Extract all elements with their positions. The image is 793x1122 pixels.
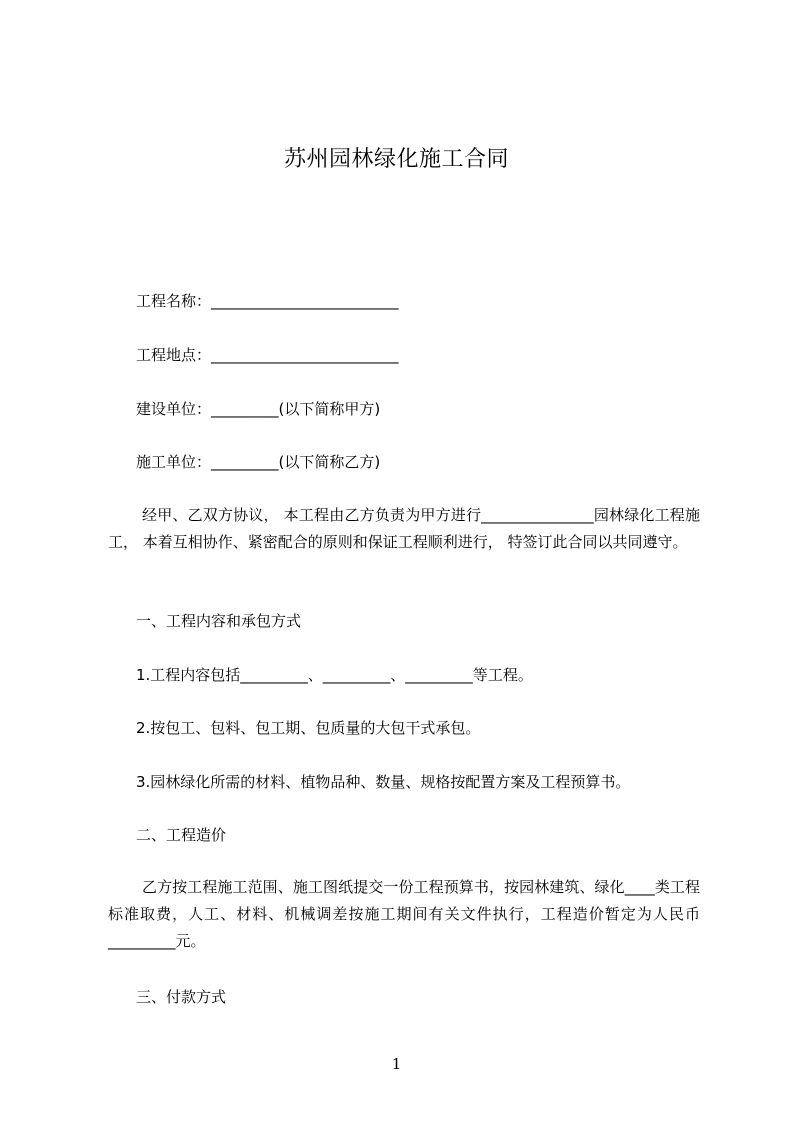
section3-heading: 三、付款方式 [136,988,227,1006]
intro-paragraph: 经甲、乙双方协议， 本工程由乙方负责为甲方进行_______________园林绿化工程施工， 本着互相协作、紧密配合的原则和保证工程顺利进行， 特签订此合同以共同遵守。 [108,506,700,551]
section2-paragraph: 乙方按工程施工范围、施工图纸提交一份工程预算书，按园林建筑、绿化____类工程标准取费，人工、材料、机械调差按施工期间有关文件执行，工程造价暂定为人民币_________元。 [108,878,700,950]
section2-heading: 二、工程造价 [136,826,227,844]
field-contractor-unit: 施工单位：_________(以下简称乙方) [136,453,381,471]
section1-item-1: 1.工程内容包括_________、_________、_________等工程。 [136,666,533,684]
document-title: 苏州园林绿化施工合同 [283,147,509,172]
section1-heading: 一、工程内容和承包方式 [136,612,302,630]
field-project-location: 工程地点：_________________________ [136,346,399,364]
page-number: 1 [391,1055,402,1073]
field-construction-unit: 建设单位：_________(以下简称甲方) [136,400,381,418]
section1-item-2: 2.按包工、包料、包工期、包质量的大包干式承包。 [136,719,481,737]
field-project-name: 工程名称：_________________________ [136,292,399,310]
section1-item-3: 3.园林绿化所需的材料、植物品种、数量、规格按配置方案及工程预算书。 [136,773,631,791]
